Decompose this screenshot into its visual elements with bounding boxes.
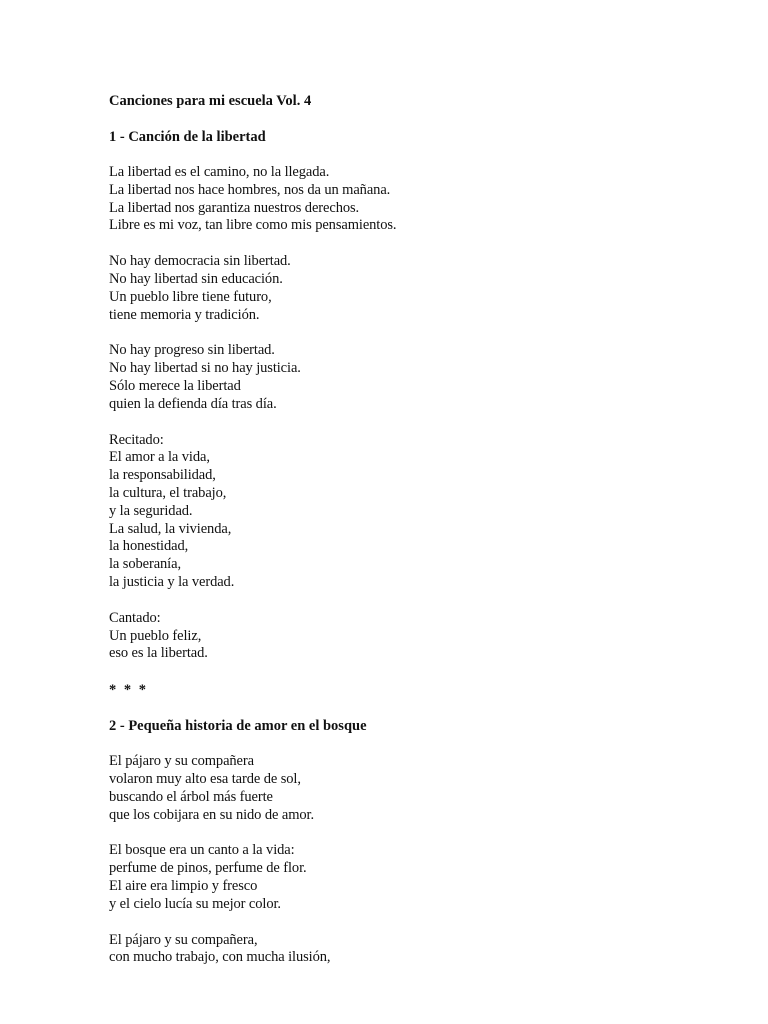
verse-line: Un pueblo feliz,	[109, 627, 202, 644]
verse-line: Cantado:	[109, 609, 161, 626]
stanza	[109, 753, 729, 824]
stanza	[109, 432, 729, 592]
verse-line: La libertad nos hace hombres, nos da un mañana.	[109, 181, 391, 198]
verse-line: y el cielo lucía su mejor color.	[109, 895, 281, 912]
verse-line: Recitado:	[109, 431, 164, 448]
verse-line: tiene memoria y tradición.	[109, 306, 260, 323]
verse-line: eso es la libertad.	[109, 645, 208, 662]
verse-line: que los cobijara en su nido de amor.	[109, 806, 314, 823]
section-separator: * * *	[109, 682, 148, 699]
verse-line: El amor a la vida,	[109, 449, 210, 466]
verse-line: la soberanía,	[109, 556, 181, 573]
verse-line: la responsabilidad,	[109, 467, 216, 484]
verse-line: buscando el árbol más fuerte	[109, 788, 273, 805]
verse-line: No hay democracia sin libertad.	[109, 253, 291, 270]
verse-line: volaron muy alto esa tarde de sol,	[109, 770, 301, 787]
document-title: Canciones para mi escuela Vol. 4	[109, 93, 312, 109]
verse-line: Un pueblo libre tiene futuro,	[109, 288, 272, 305]
verse-line: La libertad nos garantiza nuestros derechos.	[109, 199, 360, 216]
verse-line: No hay libertad si no hay justicia.	[109, 360, 301, 377]
verse-line: El bosque era un canto a la vida:	[109, 842, 295, 859]
verse-line: Sólo merece la libertad	[109, 377, 241, 394]
verse-line: El pájaro y su compañera,	[109, 931, 258, 948]
verse-line: Libre es mi voz, tan libre como mis pensamientos.	[109, 217, 397, 234]
verse-line: quien la defienda día tras día.	[109, 395, 277, 412]
verse-line: La salud, la vivienda,	[109, 520, 232, 537]
song-title-1: 1 - Canción de la libertad	[109, 129, 266, 145]
verse-line: la cultura, el trabajo,	[109, 484, 227, 501]
song-title-2: 2 - Pequeña historia de amor en el bosque	[109, 718, 367, 735]
verse-line: El aire era limpio y fresco	[109, 877, 258, 894]
verse-line: la justicia y la verdad.	[109, 573, 235, 590]
verse-line: con mucho trabajo, con mucha ilusión,	[109, 949, 331, 966]
stanza	[109, 610, 729, 663]
verse-line: La libertad es el camino, no la llegada.	[109, 164, 330, 180]
verse-line: El pájaro y su compañera	[109, 753, 254, 770]
document-page	[109, 83, 729, 967]
stanza	[109, 342, 729, 413]
verse-line: No hay progreso sin libertad.	[109, 342, 275, 359]
stanza	[109, 253, 729, 324]
stanza	[109, 164, 729, 235]
verse-line: No hay libertad sin educación.	[109, 270, 283, 287]
verse-line: la honestidad,	[109, 538, 189, 555]
verse-line: perfume de pinos, perfume de flor.	[109, 860, 307, 877]
stanza	[109, 842, 729, 913]
stanza	[109, 932, 729, 968]
verse-line: y la seguridad.	[109, 502, 193, 519]
